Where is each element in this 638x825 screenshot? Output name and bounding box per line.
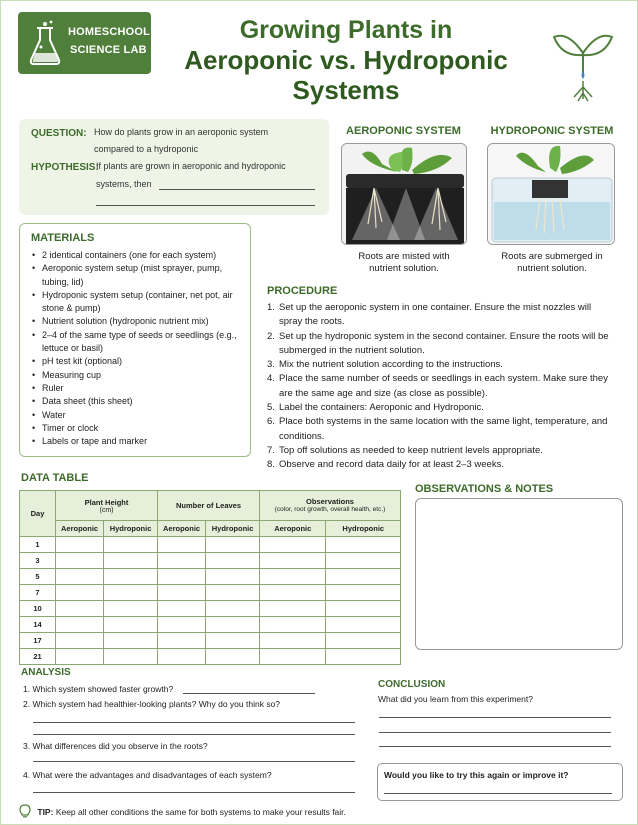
- procedure-step-text: Observe and record data daily for at least 2–3 weeks.: [279, 459, 504, 471]
- entry-cell[interactable]: [260, 649, 326, 665]
- entry-cell[interactable]: [326, 537, 401, 553]
- entry-cell[interactable]: [158, 553, 206, 569]
- analysis-question-4: 4. What were the advantages and disadvantages of each system?: [23, 770, 272, 780]
- conclusion-prompt: What did you learn from this experiment?: [378, 694, 533, 704]
- try-again-prompt: Would you like to try this again or improve it?: [384, 770, 569, 780]
- entry-cell[interactable]: [326, 633, 401, 649]
- day-cell: 7: [20, 585, 56, 601]
- procedure-step: 4. Place the same number of seeds or seedlings in each system. Make sure they are the same age and size (as close as possible).: [267, 373, 608, 399]
- hypothesis-text-line2: systems, then: [96, 179, 152, 189]
- entry-cell[interactable]: [158, 617, 206, 633]
- procedure-step-text: Mix the nutrient solution according to the instructions.: [279, 359, 503, 371]
- hypothesis-text-line1: If plants are grown in aeroponic and hydroponic: [96, 161, 286, 171]
- day-cell: 1: [20, 537, 56, 553]
- title-line2: Aeroponic vs. Hydroponic: [184, 45, 508, 75]
- entry-cell[interactable]: [260, 633, 326, 649]
- try-again-box: [377, 763, 623, 801]
- group-header-height: [56, 491, 158, 521]
- sprout-icon: [548, 23, 618, 103]
- tip-label: TIP:: [37, 807, 54, 817]
- data-table: [19, 490, 401, 665]
- group-header-leaves: Number of Leaves: [158, 491, 260, 521]
- entry-cell[interactable]: [260, 553, 326, 569]
- subcol-header: Aeroponic: [260, 521, 326, 537]
- lab-logo: [18, 12, 151, 74]
- aeroponic-caption-line2: nutrient solution.: [369, 263, 439, 274]
- analysis-heading: ANALYSIS: [21, 667, 71, 678]
- materials-item: • 2 identical containers (one for each system): [32, 249, 246, 262]
- entry-cell[interactable]: [104, 633, 158, 649]
- entry-cell[interactable]: [56, 537, 104, 553]
- hydroponic-title: HYDROPONIC SYSTEM: [490, 125, 614, 137]
- materials-box: [19, 223, 251, 457]
- hydroponic-caption-line2: nutrient solution.: [517, 263, 587, 274]
- title-line1: Growing Plants in: [239, 16, 453, 44]
- entry-cell[interactable]: [104, 585, 158, 601]
- procedure-step: 8. Observe and record data daily for at least 2–3 weeks.: [267, 459, 504, 471]
- flask-icon: [26, 20, 64, 68]
- logo-text-line2: SCIENCE LAB: [70, 44, 147, 56]
- analysis-answer-line[interactable]: [33, 734, 355, 735]
- page-title: [151, 15, 541, 105]
- group-header-height-title: Plant Height: [84, 497, 129, 507]
- conclusion-answer-line[interactable]: [379, 732, 611, 733]
- group-header-observations-sub: (color, root growth, overall health, etc.): [274, 506, 386, 513]
- entry-cell[interactable]: [56, 601, 104, 617]
- day-header: Day: [20, 491, 56, 537]
- analysis-question-2: 2. Which system had healthier-looking plants? Why do you think so?: [23, 699, 281, 709]
- table-row: [20, 569, 401, 585]
- entry-cell[interactable]: [206, 649, 260, 665]
- group-header-height-sub: (cm): [99, 506, 114, 514]
- procedure-step-text: Top off solutions as needed to keep nutrient levels appropriate.: [279, 444, 543, 456]
- group-header-observations: [260, 491, 401, 521]
- observations-notes-box[interactable]: [415, 498, 623, 650]
- entry-cell[interactable]: [326, 569, 401, 585]
- materials-item: • Timer or clock: [32, 422, 246, 435]
- entry-cell[interactable]: [206, 601, 260, 617]
- table-row: [20, 601, 401, 617]
- observations-heading: OBSERVATIONS & NOTES: [415, 483, 554, 495]
- try-again-answer-line[interactable]: [384, 793, 612, 794]
- tip-footer: [19, 804, 346, 818]
- entry-cell[interactable]: [56, 585, 104, 601]
- entry-cell[interactable]: [158, 585, 206, 601]
- subcol-header: Hydroponic: [326, 521, 401, 537]
- materials-item: • Measuring cup: [32, 369, 246, 382]
- group-header-observations-title: Observations: [306, 497, 354, 506]
- entry-cell[interactable]: [56, 553, 104, 569]
- entry-cell[interactable]: [206, 585, 260, 601]
- procedure-step-text: Label the containers: Aeroponic and Hydroponic.: [279, 402, 484, 414]
- entry-cell[interactable]: [158, 569, 206, 585]
- entry-cell[interactable]: [104, 617, 158, 633]
- procedure-step: 7. Top off solutions as needed to keep nutrient levels appropriate.: [267, 444, 543, 456]
- entry-cell[interactable]: [158, 649, 206, 665]
- entry-cell[interactable]: [260, 617, 326, 633]
- day-cell: 5: [20, 569, 56, 585]
- day-cell: 3: [20, 553, 56, 569]
- conclusion-answer-line[interactable]: [379, 717, 611, 718]
- materials-item: • 2–4 of the same type of seeds or seedlings (e.g., lettuce or basil): [32, 329, 246, 356]
- procedure-step-text: Place both systems in the same location with the same light, temperature, and conditions.: [279, 416, 608, 442]
- procedure-step-text: Place the same number of seeds or seedlings in each system. Make sure they are the same age and size (as close as possible).: [279, 373, 608, 399]
- entry-cell[interactable]: [326, 617, 401, 633]
- hypothesis-label: HYPOTHESIS:: [31, 162, 99, 173]
- materials-item: • Ruler: [32, 382, 246, 395]
- materials-item: • Hydroponic system setup (container, net pot, air stone & pump): [32, 289, 246, 316]
- subcol-header: Hydroponic: [206, 521, 260, 537]
- procedure-heading: PROCEDURE: [267, 285, 338, 297]
- entry-cell[interactable]: [260, 601, 326, 617]
- aeroponic-caption: [341, 251, 467, 275]
- entry-cell[interactable]: [260, 585, 326, 601]
- subcol-header: Aeroponic: [158, 521, 206, 537]
- entry-cell[interactable]: [56, 633, 104, 649]
- hydroponic-caption: [487, 251, 617, 275]
- subcol-header: Hydroponic: [104, 521, 158, 537]
- aeroponic-illustration: [342, 144, 467, 245]
- analysis-answer-line[interactable]: [33, 761, 355, 762]
- procedure-step-text: Set up the aeroponic system in one container. Ensure the mist nozzles will spray the roots.: [279, 302, 592, 328]
- hydroponic-illustration: [488, 144, 615, 245]
- table-row: [20, 585, 401, 601]
- procedure-list: [267, 301, 612, 473]
- question-text-line1: How do plants grow in an aeroponic system: [94, 127, 269, 137]
- entry-cell[interactable]: [260, 537, 326, 553]
- conclusion-answer-line[interactable]: [379, 746, 611, 747]
- entry-cell[interactable]: [56, 649, 104, 665]
- hypothesis-answer-line-1[interactable]: [159, 189, 315, 190]
- materials-item: • Nutrient solution (hydroponic nutrient mix): [32, 315, 246, 328]
- analysis-question-3: 3. What differences did you observe in the roots?: [23, 741, 208, 751]
- aeroponic-caption-line1: Roots are misted with: [358, 251, 450, 262]
- aeroponic-title: AEROPONIC SYSTEM: [346, 125, 461, 137]
- entry-cell[interactable]: [206, 553, 260, 569]
- analysis-answer-line[interactable]: [33, 792, 355, 793]
- materials-list: [32, 249, 246, 448]
- analysis-answer-line[interactable]: [33, 722, 355, 723]
- materials-item: • Aeroponic system setup (mist sprayer, pump, tubing, lid): [32, 262, 246, 289]
- table-row: [20, 649, 401, 665]
- materials-item: • Data sheet (this sheet): [32, 395, 246, 408]
- entry-cell[interactable]: [104, 569, 158, 585]
- procedure-step: 3. Mix the nutrient solution according to the instructions.: [267, 359, 503, 371]
- entry-cell[interactable]: [104, 649, 158, 665]
- entry-cell[interactable]: [158, 601, 206, 617]
- aeroponic-image: [341, 143, 467, 245]
- entry-cell[interactable]: [206, 633, 260, 649]
- procedure-step: 5. Label the containers: Aeroponic and Hydroponic.: [267, 402, 484, 414]
- day-cell: 14: [20, 617, 56, 633]
- entry-cell[interactable]: [326, 585, 401, 601]
- entry-cell[interactable]: [104, 537, 158, 553]
- question-hypothesis-box: [19, 119, 329, 215]
- question-text-line2: compared to a hydroponic: [94, 144, 199, 154]
- data-table-heading: DATA TABLE: [21, 472, 89, 484]
- analysis-answer-line[interactable]: [183, 693, 315, 694]
- procedure-step: 1. Set up the aeroponic system in one container. Ensure the mist nozzles will spray the roots.: [267, 302, 592, 328]
- day-cell: 10: [20, 601, 56, 617]
- materials-heading: MATERIALS: [31, 232, 95, 244]
- conclusion-heading: CONCLUSION: [378, 679, 446, 690]
- analysis-question-1: 1. Which system showed faster growth?: [23, 684, 174, 694]
- procedure-step-text: Set up the hydroponic system in the second container. Ensure the roots will be submerged in the nutrient solution.: [279, 330, 609, 356]
- lightbulb-icon: [19, 804, 31, 818]
- table-row: [20, 553, 401, 569]
- entry-cell[interactable]: [158, 633, 206, 649]
- entry-cell[interactable]: [104, 601, 158, 617]
- hydroponic-caption-line1: Roots are submerged in: [501, 251, 603, 262]
- tip-text: Keep all other conditions the same for both systems to make your results fair.: [55, 807, 346, 817]
- day-cell: 17: [20, 633, 56, 649]
- subcol-header: Aeroponic: [56, 521, 104, 537]
- entry-cell[interactable]: [104, 553, 158, 569]
- table-row: [20, 633, 401, 649]
- procedure-step: 2. Set up the hydroponic system in the second container. Ensure the roots will be submerged in the nutrient solution.: [267, 330, 609, 356]
- entry-cell[interactable]: [260, 569, 326, 585]
- entry-cell[interactable]: [326, 649, 401, 665]
- materials-item: • Labels or tape and marker: [32, 435, 246, 448]
- entry-cell[interactable]: [326, 601, 401, 617]
- entry-cell[interactable]: [206, 569, 260, 585]
- materials-item: • Water: [32, 409, 246, 422]
- question-label: QUESTION:: [31, 128, 87, 139]
- procedure-step: 6. Place both systems in the same location with the same light, temperature, and conditions.: [267, 416, 608, 442]
- title-line3: Systems: [292, 75, 400, 105]
- entry-cell[interactable]: [56, 569, 104, 585]
- entry-cell[interactable]: [206, 537, 260, 553]
- hypothesis-answer-line-2[interactable]: [96, 205, 315, 206]
- logo-text-line1: HOMESCHOOL: [68, 26, 151, 38]
- table-row: [20, 537, 401, 553]
- entry-cell[interactable]: [326, 553, 401, 569]
- entry-cell[interactable]: [158, 537, 206, 553]
- hydroponic-image: [487, 143, 615, 245]
- day-cell: 21: [20, 649, 56, 665]
- entry-cell[interactable]: [206, 617, 260, 633]
- table-row: [20, 617, 401, 633]
- materials-item: • pH test kit (optional): [32, 355, 246, 368]
- entry-cell[interactable]: [56, 617, 104, 633]
